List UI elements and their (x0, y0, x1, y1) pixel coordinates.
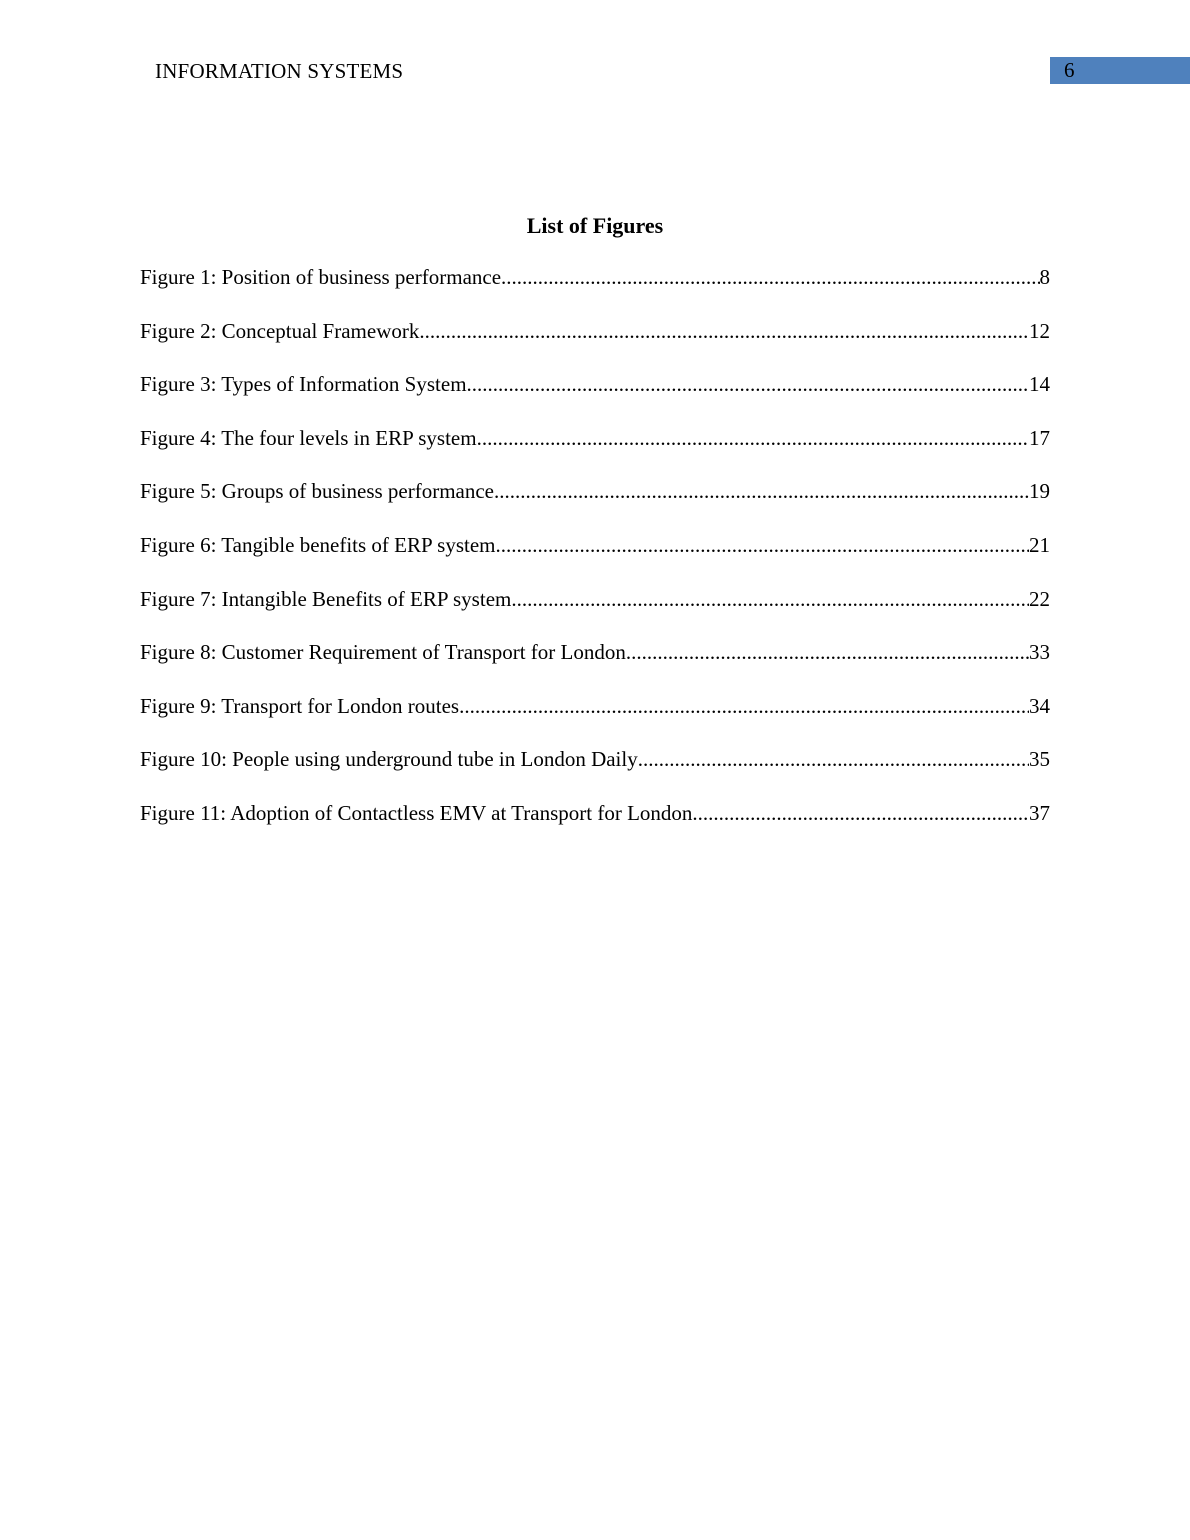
figure-entry-3[interactable] (140, 370, 1050, 424)
figure-entry-label: Figure 11: Adoption of Contactless EMV at Transport for London (140, 800, 693, 825)
figure-entry-label: Figure 10: People using underground tube in London Daily (140, 747, 638, 772)
figure-entry-8[interactable] (140, 638, 1050, 692)
figure-entry-9[interactable] (140, 692, 1050, 746)
dot-leader (419, 317, 1029, 345)
figure-entry-label: Figure 4: The four levels in ERP system (140, 425, 477, 450)
figure-entry-label: Figure 2: Conceptual Framework (140, 318, 420, 343)
running-head: INFORMATION SYSTEMS (155, 59, 404, 83)
figure-entry-5[interactable] (140, 477, 1050, 531)
page-number: 6 (1064, 58, 1075, 82)
figure-entry-label: Figure 1: Position of business performance (140, 265, 502, 289)
figure-entry-7[interactable] (140, 585, 1050, 639)
figure-entry-page: 14 (1029, 372, 1050, 397)
dot-leader (638, 745, 1029, 773)
figure-entry-page: 17 (1029, 425, 1050, 450)
dot-leader (501, 263, 1039, 291)
figure-entry-10[interactable] (140, 745, 1050, 799)
figure-entry-page: 22 (1029, 586, 1050, 611)
figure-entry-page: 12 (1029, 318, 1050, 343)
dot-leader (459, 692, 1029, 720)
figure-entry-page: 33 (1029, 640, 1050, 665)
figure-entry-label: Figure 8: Customer Requirement of Transport for London (140, 640, 626, 665)
figure-entry-page: 34 (1029, 693, 1050, 718)
figure-entry-label: Figure 7: Intangible Benefits of ERP system (140, 586, 512, 611)
page-number-box (1050, 57, 1190, 84)
dot-leader (477, 424, 1029, 452)
figure-entry-page: 19 (1029, 479, 1050, 504)
figure-entry-label: Figure 9: Transport for London routes (140, 693, 460, 718)
dot-leader (494, 477, 1029, 505)
figure-entry-1[interactable] (140, 263, 1050, 317)
figure-entry-label: Figure 5: Groups of business performance (140, 479, 495, 504)
figure-entry-label: Figure 3: Types of Information System (140, 372, 467, 397)
figure-entry-page: 35 (1029, 747, 1050, 772)
dot-leader (496, 531, 1030, 559)
figure-entry-page: 37 (1029, 800, 1050, 825)
figure-entry-6[interactable] (140, 531, 1050, 585)
dot-leader (692, 799, 1029, 827)
figure-entry-2[interactable] (140, 317, 1050, 371)
dot-leader (467, 370, 1029, 398)
figure-entry-page: 8 (1039, 265, 1050, 289)
list-of-figures-title: List of Figures (526, 213, 664, 238)
dot-leader (511, 585, 1029, 613)
figure-entry-page: 21 (1029, 532, 1050, 557)
list-of-figures (140, 263, 1050, 853)
figure-entry-11[interactable] (140, 799, 1050, 853)
figure-entry-label: Figure 6: Tangible benefits of ERP system (140, 532, 496, 557)
figure-entry-4[interactable] (140, 424, 1050, 478)
dot-leader (626, 638, 1029, 666)
